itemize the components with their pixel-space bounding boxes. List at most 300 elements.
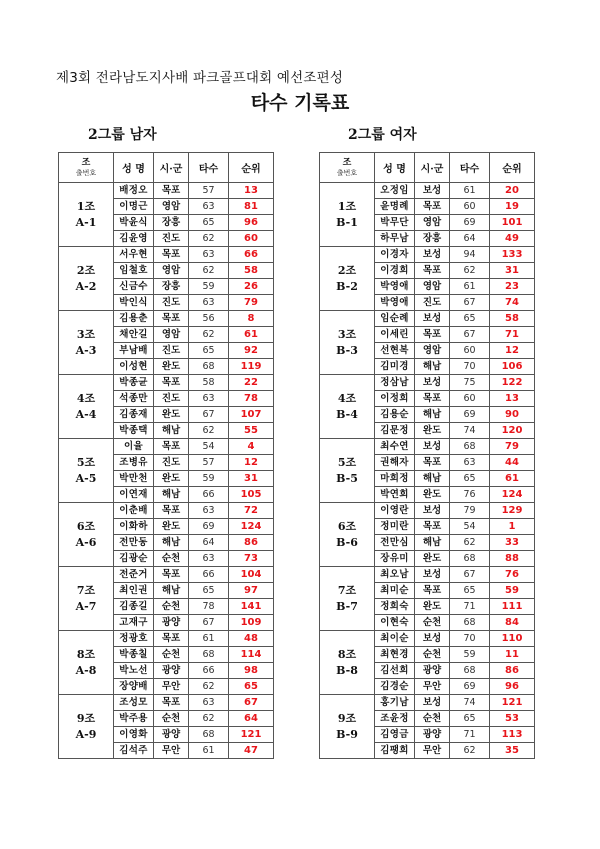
group-code: A-3 bbox=[75, 343, 97, 357]
player-rank: 122 bbox=[490, 375, 535, 391]
player-region: 목포 bbox=[415, 391, 450, 407]
player-score: 68 bbox=[450, 439, 490, 455]
player-rank: 66 bbox=[229, 247, 274, 263]
player-score: 66 bbox=[189, 487, 229, 503]
player-score: 66 bbox=[189, 567, 229, 583]
player-score: 59 bbox=[450, 647, 490, 663]
group-number: 3조 bbox=[76, 327, 96, 341]
player-score: 64 bbox=[450, 231, 490, 247]
player-rank: 79 bbox=[490, 439, 535, 455]
group-code: A-1 bbox=[75, 215, 97, 229]
player-region: 순천 bbox=[415, 647, 450, 663]
player-region: 완도 bbox=[154, 519, 189, 535]
player-name: 박인식 bbox=[114, 295, 154, 311]
player-rank: 106 bbox=[490, 359, 535, 375]
group-cell bbox=[320, 247, 375, 311]
player-rank: 141 bbox=[229, 599, 274, 615]
player-rank: 86 bbox=[229, 535, 274, 551]
group-number: 9조 bbox=[76, 711, 96, 725]
player-name: 이정희 bbox=[375, 391, 415, 407]
player-name: 박연희 bbox=[375, 487, 415, 503]
player-score: 65 bbox=[189, 343, 229, 359]
player-region: 목포 bbox=[154, 375, 189, 391]
player-score: 66 bbox=[189, 663, 229, 679]
group-code: A-5 bbox=[75, 471, 97, 485]
table-row bbox=[59, 247, 274, 263]
player-region: 목포 bbox=[154, 439, 189, 455]
player-rank: 65 bbox=[229, 679, 274, 695]
player-region: 완도 bbox=[154, 359, 189, 375]
player-name: 조성모 bbox=[114, 695, 154, 711]
player-rank: 120 bbox=[490, 423, 535, 439]
player-name: 이경자 bbox=[375, 247, 415, 263]
player-score: 75 bbox=[450, 375, 490, 391]
document-title: 타수 기록표 bbox=[250, 92, 350, 114]
player-name: 정광호 bbox=[114, 631, 154, 647]
player-rank: 114 bbox=[229, 647, 274, 663]
score-table-women bbox=[319, 152, 535, 759]
player-name: 박만천 bbox=[114, 471, 154, 487]
group-cell bbox=[59, 439, 114, 503]
player-name: 최미순 bbox=[375, 583, 415, 599]
player-score: 62 bbox=[189, 263, 229, 279]
group-code: B-9 bbox=[336, 727, 358, 741]
player-rank: 8 bbox=[229, 311, 274, 327]
group-cell bbox=[59, 567, 114, 631]
player-name: 김용순 bbox=[375, 407, 415, 423]
player-name: 배정오 bbox=[114, 183, 154, 199]
group-number: 7조 bbox=[76, 583, 96, 597]
player-rank: 133 bbox=[490, 247, 535, 263]
player-rank: 90 bbox=[490, 407, 535, 423]
player-score: 71 bbox=[450, 727, 490, 743]
player-region: 영암 bbox=[415, 343, 450, 359]
player-rank: 72 bbox=[229, 503, 274, 519]
player-score: 74 bbox=[450, 695, 490, 711]
table-row bbox=[59, 631, 274, 647]
group-label-men: 2그룹 남자 bbox=[88, 127, 157, 143]
player-score: 69 bbox=[450, 679, 490, 695]
player-region: 해남 bbox=[154, 423, 189, 439]
player-rank: 79 bbox=[229, 295, 274, 311]
player-score: 63 bbox=[189, 295, 229, 311]
header-jo-label: 조 bbox=[342, 158, 352, 168]
player-rank: 1 bbox=[490, 519, 535, 535]
player-region: 광양 bbox=[415, 663, 450, 679]
header-name: 성 명 bbox=[375, 153, 415, 183]
player-rank: 73 bbox=[229, 551, 274, 567]
player-rank: 58 bbox=[229, 263, 274, 279]
player-name: 김윤영 bbox=[114, 231, 154, 247]
player-name: 임순례 bbox=[375, 311, 415, 327]
group-cell bbox=[320, 695, 375, 759]
player-score: 57 bbox=[189, 183, 229, 199]
player-name: 최현경 bbox=[375, 647, 415, 663]
table-header-row bbox=[320, 153, 535, 183]
table-row bbox=[320, 503, 535, 519]
player-score: 61 bbox=[450, 279, 490, 295]
player-rank: 47 bbox=[229, 743, 274, 759]
header-jo bbox=[59, 153, 114, 183]
group-cell bbox=[320, 567, 375, 631]
player-rank: 107 bbox=[229, 407, 274, 423]
group-code: B-4 bbox=[336, 407, 358, 421]
player-rank: 59 bbox=[490, 583, 535, 599]
player-score: 68 bbox=[450, 551, 490, 567]
player-score: 68 bbox=[189, 727, 229, 743]
header-jo-sub: 출번호 bbox=[75, 169, 97, 177]
player-score: 63 bbox=[189, 551, 229, 567]
player-name: 이명근 bbox=[114, 199, 154, 215]
player-score: 94 bbox=[450, 247, 490, 263]
player-name: 김광순 bbox=[114, 551, 154, 567]
player-region: 영암 bbox=[154, 199, 189, 215]
player-name: 박노선 bbox=[114, 663, 154, 679]
player-region: 완도 bbox=[415, 551, 450, 567]
player-region: 목포 bbox=[415, 519, 450, 535]
table-row bbox=[320, 631, 535, 647]
score-table-men bbox=[58, 152, 274, 759]
player-region: 완도 bbox=[154, 407, 189, 423]
player-rank: 26 bbox=[229, 279, 274, 295]
player-score: 65 bbox=[189, 583, 229, 599]
player-name: 마희정 bbox=[375, 471, 415, 487]
player-name: 조윤정 bbox=[375, 711, 415, 727]
player-name: 전만동 bbox=[114, 535, 154, 551]
player-rank: 96 bbox=[229, 215, 274, 231]
player-name: 박영애 bbox=[375, 295, 415, 311]
header-score: 타수 bbox=[450, 153, 490, 183]
player-region: 진도 bbox=[154, 343, 189, 359]
player-score: 62 bbox=[450, 263, 490, 279]
player-name: 김종길 bbox=[114, 599, 154, 615]
player-rank: 61 bbox=[229, 327, 274, 343]
player-region: 목포 bbox=[154, 183, 189, 199]
player-score: 56 bbox=[189, 311, 229, 327]
player-score: 65 bbox=[450, 311, 490, 327]
player-region: 진도 bbox=[154, 295, 189, 311]
player-score: 79 bbox=[450, 503, 490, 519]
player-score: 68 bbox=[189, 647, 229, 663]
player-rank: 78 bbox=[229, 391, 274, 407]
header-jo-label: 조 bbox=[81, 158, 91, 168]
group-label-women: 2그룹 여자 bbox=[348, 127, 417, 143]
header-jo bbox=[320, 153, 375, 183]
player-region: 광양 bbox=[154, 663, 189, 679]
player-score: 62 bbox=[189, 231, 229, 247]
player-region: 보성 bbox=[415, 311, 450, 327]
player-score: 60 bbox=[450, 391, 490, 407]
player-rank: 23 bbox=[490, 279, 535, 295]
player-rank: 31 bbox=[490, 263, 535, 279]
header-region: 시·군 bbox=[415, 153, 450, 183]
player-rank: 60 bbox=[229, 231, 274, 247]
player-region: 순천 bbox=[154, 711, 189, 727]
group-number: 1조 bbox=[76, 199, 96, 213]
player-score: 76 bbox=[450, 487, 490, 503]
player-score: 63 bbox=[189, 199, 229, 215]
player-region: 진도 bbox=[154, 231, 189, 247]
group-code: B-1 bbox=[336, 215, 358, 229]
player-score: 67 bbox=[189, 407, 229, 423]
player-rank: 58 bbox=[490, 311, 535, 327]
player-score: 68 bbox=[450, 615, 490, 631]
player-rank: 53 bbox=[490, 711, 535, 727]
group-number: 8조 bbox=[76, 647, 96, 661]
player-region: 순천 bbox=[154, 551, 189, 567]
player-score: 71 bbox=[450, 599, 490, 615]
player-name: 박종칠 bbox=[114, 647, 154, 663]
player-name: 이연재 bbox=[114, 487, 154, 503]
player-region: 목포 bbox=[154, 503, 189, 519]
player-score: 69 bbox=[189, 519, 229, 535]
player-name: 박종택 bbox=[114, 423, 154, 439]
player-region: 보성 bbox=[415, 631, 450, 647]
player-rank: 76 bbox=[490, 567, 535, 583]
player-rank: 49 bbox=[490, 231, 535, 247]
player-rank: 113 bbox=[490, 727, 535, 743]
player-rank: 19 bbox=[490, 199, 535, 215]
player-region: 보성 bbox=[415, 503, 450, 519]
player-score: 63 bbox=[189, 503, 229, 519]
player-name: 정미란 bbox=[375, 519, 415, 535]
player-name: 채안길 bbox=[114, 327, 154, 343]
player-region: 목포 bbox=[415, 455, 450, 471]
player-name: 김문정 bbox=[375, 423, 415, 439]
player-region: 목포 bbox=[154, 311, 189, 327]
player-score: 67 bbox=[189, 615, 229, 631]
player-rank: 11 bbox=[490, 647, 535, 663]
player-name: 장양배 bbox=[114, 679, 154, 695]
player-name: 이율 bbox=[114, 439, 154, 455]
player-name: 조병유 bbox=[114, 455, 154, 471]
player-name: 김팽희 bbox=[375, 743, 415, 759]
player-region: 광양 bbox=[154, 727, 189, 743]
player-name: 전준거 bbox=[114, 567, 154, 583]
player-name: 김용춘 bbox=[114, 311, 154, 327]
player-rank: 22 bbox=[229, 375, 274, 391]
player-name: 박영애 bbox=[375, 279, 415, 295]
player-rank: 110 bbox=[490, 631, 535, 647]
player-rank: 64 bbox=[229, 711, 274, 727]
group-code: B-6 bbox=[336, 535, 358, 549]
player-rank: 74 bbox=[490, 295, 535, 311]
player-name: 최이순 bbox=[375, 631, 415, 647]
player-region: 보성 bbox=[415, 695, 450, 711]
player-name: 김영금 bbox=[375, 727, 415, 743]
player-score: 67 bbox=[450, 327, 490, 343]
group-code: A-2 bbox=[75, 279, 97, 293]
player-score: 63 bbox=[189, 695, 229, 711]
player-region: 해남 bbox=[415, 535, 450, 551]
group-code: A-9 bbox=[75, 727, 97, 741]
player-region: 보성 bbox=[415, 375, 450, 391]
group-code: A-4 bbox=[75, 407, 97, 421]
player-region: 목포 bbox=[154, 567, 189, 583]
player-name: 박무단 bbox=[375, 215, 415, 231]
player-name: 김미경 bbox=[375, 359, 415, 375]
player-score: 54 bbox=[450, 519, 490, 535]
player-name: 이영란 bbox=[375, 503, 415, 519]
player-name: 최수연 bbox=[375, 439, 415, 455]
player-rank: 97 bbox=[229, 583, 274, 599]
group-number: 1조 bbox=[337, 199, 357, 213]
group-number: 8조 bbox=[337, 647, 357, 661]
player-score: 62 bbox=[189, 711, 229, 727]
player-region: 보성 bbox=[415, 567, 450, 583]
player-score: 68 bbox=[189, 359, 229, 375]
player-name: 이경희 bbox=[375, 263, 415, 279]
table-row bbox=[320, 375, 535, 391]
player-rank: 31 bbox=[229, 471, 274, 487]
player-score: 69 bbox=[450, 215, 490, 231]
player-name: 김종재 bbox=[114, 407, 154, 423]
player-score: 70 bbox=[450, 631, 490, 647]
player-rank: 124 bbox=[229, 519, 274, 535]
player-region: 완도 bbox=[415, 599, 450, 615]
player-score: 68 bbox=[450, 663, 490, 679]
player-score: 59 bbox=[189, 279, 229, 295]
player-region: 무안 bbox=[415, 679, 450, 695]
player-name: 임철호 bbox=[114, 263, 154, 279]
player-rank: 129 bbox=[490, 503, 535, 519]
player-region: 무안 bbox=[154, 679, 189, 695]
player-score: 62 bbox=[450, 743, 490, 759]
player-region: 영암 bbox=[154, 327, 189, 343]
player-name: 김석주 bbox=[114, 743, 154, 759]
group-cell bbox=[320, 311, 375, 375]
player-rank: 101 bbox=[490, 215, 535, 231]
group-cell bbox=[320, 503, 375, 567]
player-region: 완도 bbox=[415, 487, 450, 503]
table-row bbox=[320, 247, 535, 263]
document-subtitle: 제3회 전라남도지사배 파크골프대회 예선조편성 bbox=[56, 70, 344, 86]
group-code: B-8 bbox=[336, 663, 358, 677]
table-row bbox=[59, 439, 274, 455]
table-row bbox=[59, 567, 274, 583]
group-number: 4조 bbox=[337, 391, 357, 405]
player-region: 장흥 bbox=[154, 215, 189, 231]
player-region: 보성 bbox=[415, 183, 450, 199]
player-name: 박종균 bbox=[114, 375, 154, 391]
group-number: 6조 bbox=[337, 519, 357, 533]
player-region: 장흥 bbox=[154, 279, 189, 295]
player-rank: 92 bbox=[229, 343, 274, 359]
player-name: 홍기남 bbox=[375, 695, 415, 711]
group-number: 2조 bbox=[76, 263, 96, 277]
player-name: 김경순 bbox=[375, 679, 415, 695]
player-rank: 104 bbox=[229, 567, 274, 583]
header-region: 시·군 bbox=[154, 153, 189, 183]
player-region: 보성 bbox=[415, 247, 450, 263]
table-header-row bbox=[59, 153, 274, 183]
player-name: 최인권 bbox=[114, 583, 154, 599]
player-rank: 111 bbox=[490, 599, 535, 615]
player-score: 62 bbox=[189, 679, 229, 695]
player-score: 67 bbox=[450, 295, 490, 311]
group-cell bbox=[59, 311, 114, 375]
player-rank: 96 bbox=[490, 679, 535, 695]
player-region: 광양 bbox=[154, 615, 189, 631]
player-rank: 12 bbox=[490, 343, 535, 359]
player-rank: 109 bbox=[229, 615, 274, 631]
group-cell bbox=[320, 631, 375, 695]
group-number: 6조 bbox=[76, 519, 96, 533]
player-name: 박주용 bbox=[114, 711, 154, 727]
player-name: 고재구 bbox=[114, 615, 154, 631]
player-rank: 13 bbox=[229, 183, 274, 199]
group-cell bbox=[59, 631, 114, 695]
player-score: 63 bbox=[189, 391, 229, 407]
table-row bbox=[59, 311, 274, 327]
player-rank: 86 bbox=[490, 663, 535, 679]
group-number: 5조 bbox=[76, 455, 96, 469]
player-region: 무안 bbox=[415, 743, 450, 759]
group-code: B-2 bbox=[336, 279, 358, 293]
player-score: 58 bbox=[189, 375, 229, 391]
player-rank: 20 bbox=[490, 183, 535, 199]
group-cell bbox=[320, 183, 375, 247]
player-region: 진도 bbox=[154, 391, 189, 407]
player-name: 선현복 bbox=[375, 343, 415, 359]
player-score: 62 bbox=[450, 535, 490, 551]
group-code: A-6 bbox=[75, 535, 97, 549]
table-row bbox=[320, 311, 535, 327]
player-score: 65 bbox=[450, 711, 490, 727]
player-rank: 35 bbox=[490, 743, 535, 759]
player-score: 65 bbox=[450, 471, 490, 487]
header-rank: 순위 bbox=[229, 153, 274, 183]
table-row bbox=[59, 183, 274, 199]
player-score: 59 bbox=[189, 471, 229, 487]
table-row bbox=[59, 503, 274, 519]
player-region: 해남 bbox=[415, 359, 450, 375]
player-rank: 121 bbox=[490, 695, 535, 711]
group-code: A-7 bbox=[75, 599, 97, 613]
player-name: 서우현 bbox=[114, 247, 154, 263]
player-score: 60 bbox=[450, 199, 490, 215]
player-name: 최오남 bbox=[375, 567, 415, 583]
group-number: 3조 bbox=[337, 327, 357, 341]
player-region: 목포 bbox=[415, 583, 450, 599]
player-name: 이세린 bbox=[375, 327, 415, 343]
table-row bbox=[59, 375, 274, 391]
player-region: 목포 bbox=[415, 327, 450, 343]
group-code: A-8 bbox=[75, 663, 97, 677]
player-name: 장유미 bbox=[375, 551, 415, 567]
player-name: 오정임 bbox=[375, 183, 415, 199]
player-rank: 81 bbox=[229, 199, 274, 215]
player-rank: 67 bbox=[229, 695, 274, 711]
player-name: 박윤식 bbox=[114, 215, 154, 231]
player-region: 해남 bbox=[415, 471, 450, 487]
player-rank: 84 bbox=[490, 615, 535, 631]
player-rank: 61 bbox=[490, 471, 535, 487]
group-cell bbox=[59, 503, 114, 567]
player-region: 보성 bbox=[415, 439, 450, 455]
player-score: 70 bbox=[450, 359, 490, 375]
player-score: 69 bbox=[450, 407, 490, 423]
group-number: 9조 bbox=[337, 711, 357, 725]
player-region: 목포 bbox=[415, 263, 450, 279]
player-name: 석종만 bbox=[114, 391, 154, 407]
group-code: B-7 bbox=[336, 599, 358, 613]
player-rank: 71 bbox=[490, 327, 535, 343]
player-rank: 48 bbox=[229, 631, 274, 647]
player-region: 목포 bbox=[154, 247, 189, 263]
player-region: 무안 bbox=[154, 743, 189, 759]
player-score: 63 bbox=[189, 247, 229, 263]
